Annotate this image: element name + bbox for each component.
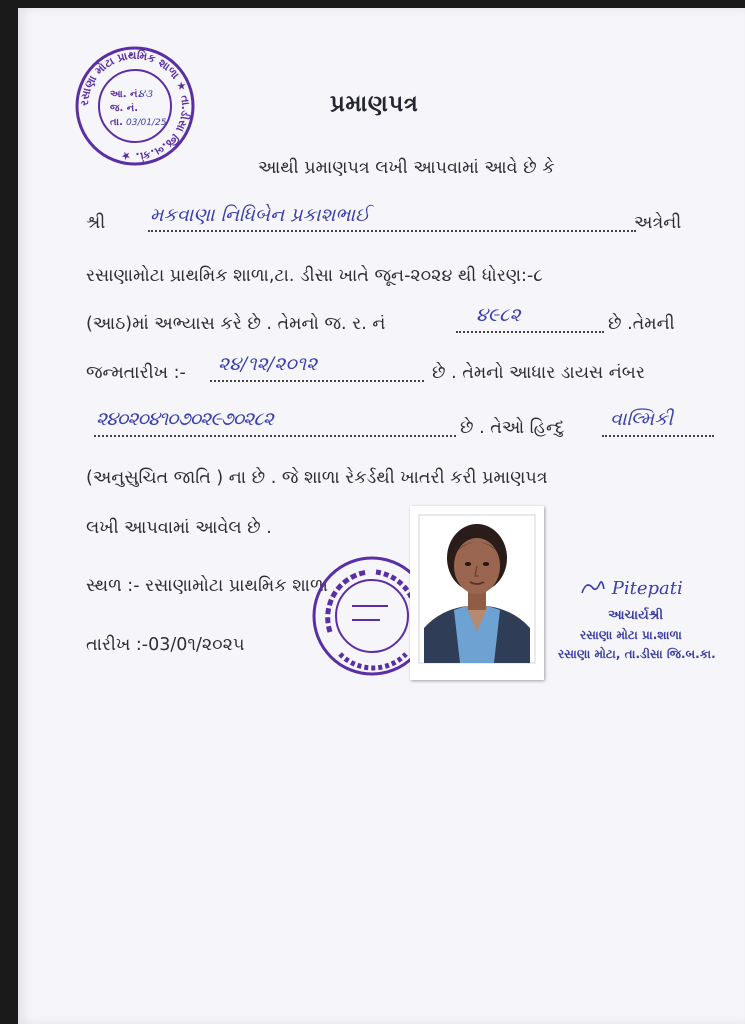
place-line: સ્થળ :- રસાણામોટા પ્રાથમિક શાળા: [86, 576, 328, 596]
dise-number: ૨૪૦૨૦૪૧૦૭૦૨૯૭૦૨૮૨: [96, 408, 273, 430]
name-underline: [148, 230, 636, 232]
signature-text: Pitepati: [611, 578, 683, 599]
gr-number: ૪૯૮૨: [476, 304, 521, 326]
dise-underline: [94, 435, 456, 437]
closing-line: લખી આપવામાં આવેલ છે .: [86, 518, 272, 538]
principal-address: રસાણા મોટા, તા.ડીસા જિ.બ.કા.: [558, 647, 716, 661]
caste-value: વાલ્મિકી: [610, 408, 673, 430]
gr-underline: [456, 331, 604, 333]
school-line: રસાણામોટા પ્રાથમિક શાળા,ટા. ડીસા ખાતે જૂન-૨૦૨૪ થી ધોરણ:-૮: [86, 266, 543, 286]
seal-line-b: જ. નં.: [110, 103, 138, 114]
school-seal-top: [74, 45, 196, 167]
principal-school: રસાણા મોટા પ્રા.શાળા: [580, 628, 682, 642]
dob-label: જન્મતારીખ :-: [86, 363, 186, 383]
date-line: તારીખ :-03/0૧/૨૦૨૫: [86, 635, 245, 655]
dob-underline: [210, 380, 424, 382]
religion-label: છે . તેઓ હિન્દુ: [460, 418, 565, 438]
aadhaar-dise-label: છે . તેમનો આધાર ડાયસ નંબર: [432, 363, 645, 383]
principal-title: આચાર્યશ્રી: [608, 608, 664, 623]
certificate-title: પ્રમાણપત્ર: [330, 91, 419, 117]
certificate-paper: [18, 8, 745, 1024]
seal-line-c-value: 03/01/25: [126, 118, 167, 128]
atrani-label: અત્રેની: [634, 213, 682, 233]
seal-line-a-value: ૪૩: [138, 87, 153, 100]
intro-line: આથી પ્રમાણપત્ર લખી આપવામાં આવે છે કે: [258, 158, 555, 178]
caste-underline: [602, 435, 714, 437]
caste-category-line: (અનુસુચિત જાતિ ) ના છે . જે શાળા રેકર્ડથી ખાતરી કરી પ્રમાણપત્ર: [86, 468, 548, 488]
temni-label: છે .તેમની: [608, 314, 675, 334]
seal-line-c: તા.: [110, 117, 123, 128]
signature-scribble: [580, 578, 683, 599]
class-line: (આઠ)માં અભ્યાસ કરે છે . તેમનો જ. ર. નં: [86, 314, 386, 334]
shri-label: શ્રી: [86, 213, 106, 233]
principal-signature-block: [556, 578, 736, 668]
date-of-birth: ૨૪/૧૨/૨૦૧૨: [218, 353, 318, 375]
seal-line-a: આ. નં.: [110, 89, 142, 100]
seal-ring-text: રસાણા મોટા પ્રાથમિક શાળા ★ તા.ડીસા જિ.બ.કાં. ★: [77, 48, 193, 164]
student-photo: [410, 506, 544, 680]
student-name: મકવાણા નિધિબેન પ્રકાશભાઈ: [150, 204, 370, 226]
